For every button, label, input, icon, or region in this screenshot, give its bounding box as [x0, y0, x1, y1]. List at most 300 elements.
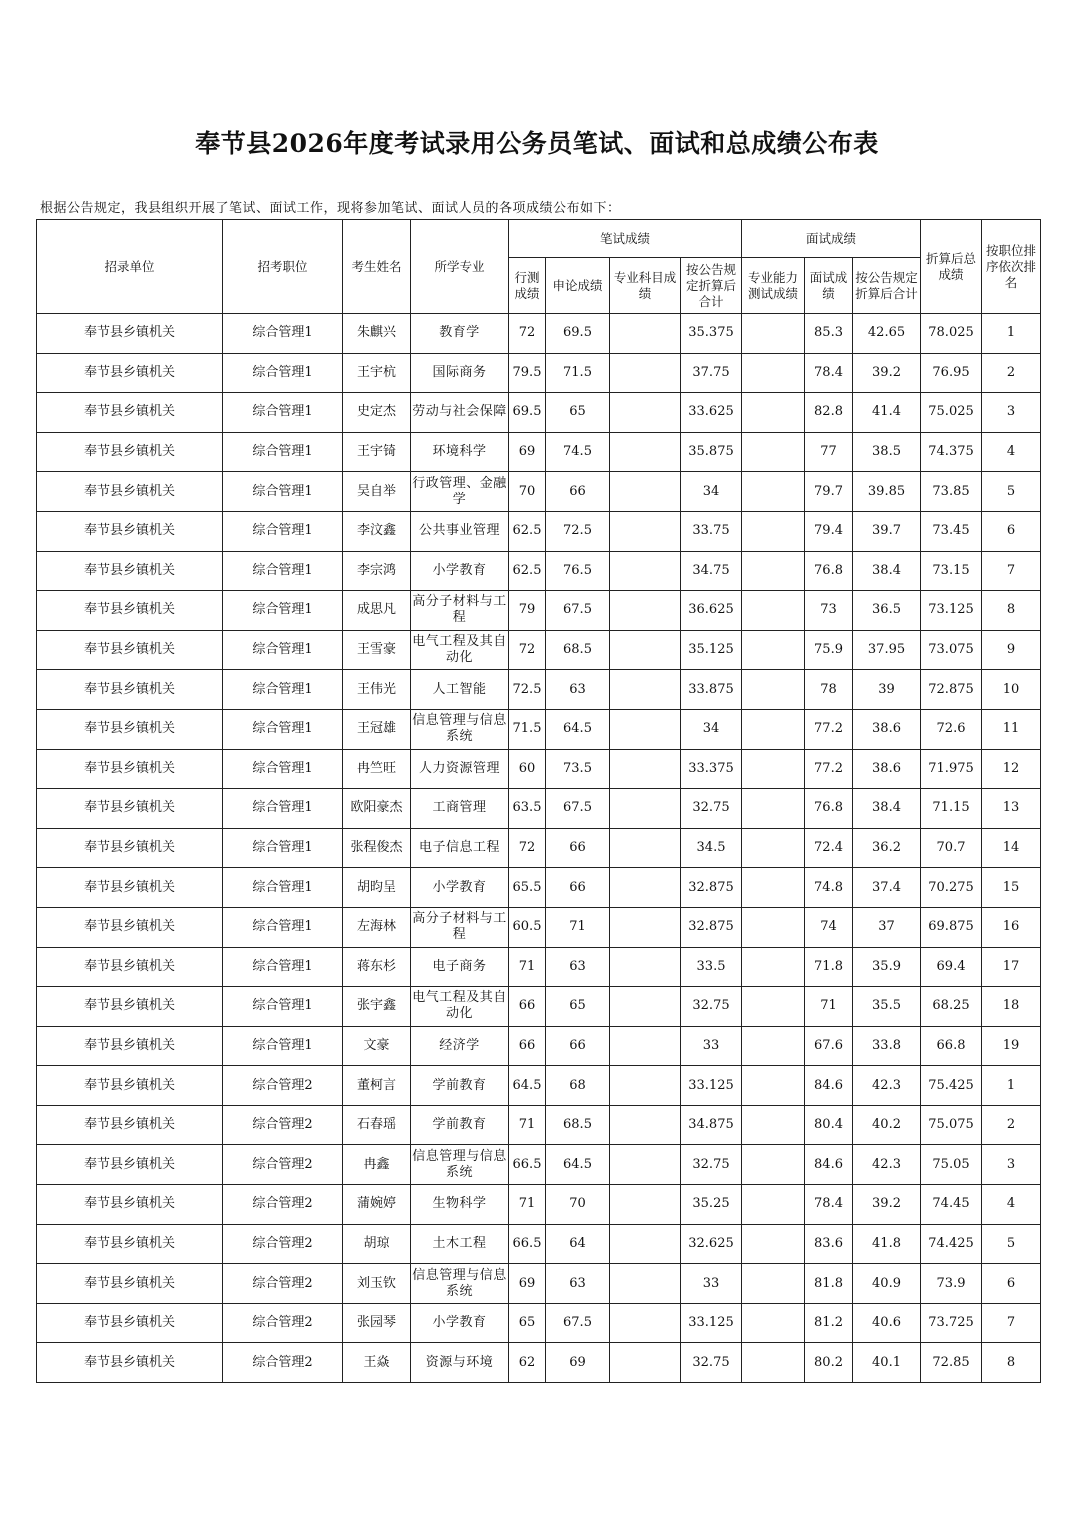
cell-xingce: 72	[509, 314, 546, 354]
cell-special	[610, 749, 681, 789]
cell-xingce: 71	[509, 1185, 546, 1225]
cell-interview: 72.4	[805, 828, 853, 868]
cell-rank: 19	[982, 1026, 1041, 1066]
cell-rank: 4	[982, 432, 1041, 472]
cell-written-total: 33.75	[681, 511, 742, 551]
cell-unit: 奉节县乡镇机关	[37, 1224, 223, 1264]
table-row	[37, 1224, 1041, 1264]
cell-total: 75.05	[921, 1145, 982, 1185]
header-name: 考生姓名	[343, 220, 411, 314]
cell-unit: 奉节县乡镇机关	[37, 314, 223, 354]
cell-interview: 74.8	[805, 868, 853, 908]
cell-name: 胡昀呈	[343, 868, 411, 908]
header-interview-score: 面试成绩	[805, 258, 853, 314]
cell-interview-total: 38.4	[853, 551, 921, 591]
cell-shenlun: 68.5	[546, 630, 610, 670]
cell-rank: 2	[982, 353, 1041, 393]
cell-ability	[742, 1145, 805, 1185]
cell-unit: 奉节县乡镇机关	[37, 1343, 223, 1383]
cell-name: 董柯言	[343, 1066, 411, 1106]
header-xingce: 行测成绩	[509, 258, 546, 314]
cell-ability	[742, 1303, 805, 1343]
cell-shenlun: 69	[546, 1343, 610, 1383]
cell-ability	[742, 1264, 805, 1304]
cell-name: 王伟光	[343, 670, 411, 710]
cell-name: 史定杰	[343, 393, 411, 433]
cell-ability	[742, 1066, 805, 1106]
table-row	[37, 947, 1041, 987]
cell-total: 74.375	[921, 432, 982, 472]
table-body	[37, 314, 1041, 1383]
cell-unit: 奉节县乡镇机关	[37, 709, 223, 749]
cell-xingce: 65.5	[509, 868, 546, 908]
cell-rank: 14	[982, 828, 1041, 868]
cell-rank: 1	[982, 1066, 1041, 1106]
cell-unit: 奉节县乡镇机关	[37, 1303, 223, 1343]
cell-position: 综合管理2	[223, 1145, 343, 1185]
cell-interview-total: 37.4	[853, 868, 921, 908]
cell-shenlun: 64	[546, 1224, 610, 1264]
cell-position: 综合管理1	[223, 551, 343, 591]
cell-total: 75.075	[921, 1105, 982, 1145]
cell-interview-total: 40.1	[853, 1343, 921, 1383]
cell-name: 李汶鑫	[343, 511, 411, 551]
cell-written-total: 33.625	[681, 393, 742, 433]
cell-special	[610, 1145, 681, 1185]
cell-ability	[742, 1026, 805, 1066]
header-written-group: 笔试成绩	[509, 220, 742, 258]
table-row	[37, 314, 1041, 354]
cell-position: 综合管理2	[223, 1066, 343, 1106]
cell-xingce: 62.5	[509, 511, 546, 551]
cell-name: 蒋东杉	[343, 947, 411, 987]
cell-ability	[742, 749, 805, 789]
cell-interview: 67.6	[805, 1026, 853, 1066]
header-written-converted: 按公告规定折算后合计	[681, 258, 742, 314]
table-row	[37, 1066, 1041, 1106]
cell-special	[610, 314, 681, 354]
cell-total: 72.875	[921, 670, 982, 710]
cell-xingce: 71	[509, 947, 546, 987]
cell-interview: 74	[805, 907, 853, 947]
cell-name: 文豪	[343, 1026, 411, 1066]
cell-xingce: 71	[509, 1105, 546, 1145]
cell-name: 刘玉钦	[343, 1264, 411, 1304]
cell-special	[610, 709, 681, 749]
cell-xingce: 62.5	[509, 551, 546, 591]
cell-written-total: 32.75	[681, 789, 742, 829]
cell-shenlun: 68.5	[546, 1105, 610, 1145]
cell-ability	[742, 591, 805, 631]
table-row	[37, 987, 1041, 1027]
cell-rank: 17	[982, 947, 1041, 987]
cell-ability	[742, 472, 805, 512]
cell-shenlun: 66	[546, 828, 610, 868]
cell-ability	[742, 432, 805, 472]
cell-total: 78.025	[921, 314, 982, 354]
cell-ability	[742, 709, 805, 749]
cell-unit: 奉节县乡镇机关	[37, 353, 223, 393]
cell-unit: 奉节县乡镇机关	[37, 1145, 223, 1185]
cell-major: 国际商务	[411, 353, 509, 393]
cell-interview-total: 39.2	[853, 1185, 921, 1225]
cell-written-total: 35.25	[681, 1185, 742, 1225]
cell-special	[610, 987, 681, 1027]
cell-total: 70.275	[921, 868, 982, 908]
cell-name: 李宗鸿	[343, 551, 411, 591]
table-row	[37, 828, 1041, 868]
cell-rank: 5	[982, 472, 1041, 512]
cell-unit: 奉节县乡镇机关	[37, 1185, 223, 1225]
cell-interview-total: 36.2	[853, 828, 921, 868]
table-row	[37, 1303, 1041, 1343]
cell-written-total: 33.875	[681, 670, 742, 710]
cell-major: 人力资源管理	[411, 749, 509, 789]
cell-written-total: 33.375	[681, 749, 742, 789]
cell-interview-total: 40.2	[853, 1105, 921, 1145]
table-row	[37, 511, 1041, 551]
cell-interview-total: 42.65	[853, 314, 921, 354]
cell-major: 土木工程	[411, 1224, 509, 1264]
cell-shenlun: 66	[546, 1026, 610, 1066]
cell-major: 信息管理与信息系统	[411, 709, 509, 749]
cell-position: 综合管理2	[223, 1303, 343, 1343]
cell-rank: 11	[982, 709, 1041, 749]
cell-interview: 73	[805, 591, 853, 631]
cell-rank: 13	[982, 789, 1041, 829]
cell-xingce: 70	[509, 472, 546, 512]
cell-shenlun: 68	[546, 1066, 610, 1106]
cell-interview-total: 42.3	[853, 1066, 921, 1106]
cell-rank: 16	[982, 907, 1041, 947]
cell-shenlun: 67.5	[546, 591, 610, 631]
cell-interview: 79.4	[805, 511, 853, 551]
cell-total: 73.9	[921, 1264, 982, 1304]
scores-table	[36, 219, 1041, 1383]
cell-total: 73.125	[921, 591, 982, 631]
table-row	[37, 551, 1041, 591]
cell-position: 综合管理1	[223, 314, 343, 354]
cell-special	[610, 1105, 681, 1145]
cell-written-total: 32.75	[681, 1343, 742, 1383]
cell-xingce: 60	[509, 749, 546, 789]
header-rank: 按职位排序依次排名	[982, 220, 1041, 314]
cell-special	[610, 789, 681, 829]
cell-written-total: 32.875	[681, 907, 742, 947]
header-ability: 专业能力测试成绩	[742, 258, 805, 314]
cell-xingce: 72	[509, 630, 546, 670]
cell-major: 环境科学	[411, 432, 509, 472]
cell-written-total: 32.625	[681, 1224, 742, 1264]
cell-position: 综合管理1	[223, 353, 343, 393]
cell-name: 王焱	[343, 1343, 411, 1383]
cell-ability	[742, 868, 805, 908]
cell-shenlun: 70	[546, 1185, 610, 1225]
cell-unit: 奉节县乡镇机关	[37, 868, 223, 908]
cell-interview-total: 39.85	[853, 472, 921, 512]
cell-rank: 10	[982, 670, 1041, 710]
cell-unit: 奉节县乡镇机关	[37, 551, 223, 591]
cell-written-total: 34.5	[681, 828, 742, 868]
cell-shenlun: 74.5	[546, 432, 610, 472]
cell-xingce: 66	[509, 987, 546, 1027]
cell-written-total: 33	[681, 1026, 742, 1066]
cell-interview-total: 37	[853, 907, 921, 947]
cell-ability	[742, 551, 805, 591]
cell-xingce: 71.5	[509, 709, 546, 749]
cell-rank: 8	[982, 591, 1041, 631]
cell-ability	[742, 947, 805, 987]
cell-position: 综合管理2	[223, 1343, 343, 1383]
cell-special	[610, 1185, 681, 1225]
cell-ability	[742, 1224, 805, 1264]
cell-xingce: 79.5	[509, 353, 546, 393]
cell-ability	[742, 1185, 805, 1225]
cell-name: 张宇鑫	[343, 987, 411, 1027]
table-row	[37, 868, 1041, 908]
cell-interview-total: 41.8	[853, 1224, 921, 1264]
cell-position: 综合管理1	[223, 947, 343, 987]
cell-special	[610, 393, 681, 433]
cell-interview: 76.8	[805, 789, 853, 829]
cell-shenlun: 69.5	[546, 314, 610, 354]
cell-rank: 6	[982, 511, 1041, 551]
cell-interview: 84.6	[805, 1145, 853, 1185]
cell-total: 71.975	[921, 749, 982, 789]
table-row	[37, 591, 1041, 631]
table-row	[37, 630, 1041, 670]
table-row	[37, 789, 1041, 829]
cell-interview-total: 36.5	[853, 591, 921, 631]
cell-interview: 83.6	[805, 1224, 853, 1264]
cell-ability	[742, 353, 805, 393]
cell-shenlun: 64.5	[546, 1145, 610, 1185]
cell-position: 综合管理2	[223, 1105, 343, 1145]
cell-total: 76.95	[921, 353, 982, 393]
cell-position: 综合管理1	[223, 393, 343, 433]
cell-name: 王冠雄	[343, 709, 411, 749]
cell-position: 综合管理1	[223, 1026, 343, 1066]
cell-xingce: 66.5	[509, 1145, 546, 1185]
cell-rank: 15	[982, 868, 1041, 908]
cell-interview: 78	[805, 670, 853, 710]
cell-rank: 12	[982, 749, 1041, 789]
cell-rank: 5	[982, 1224, 1041, 1264]
cell-major: 学前教育	[411, 1105, 509, 1145]
cell-xingce: 60.5	[509, 907, 546, 947]
cell-position: 综合管理1	[223, 670, 343, 710]
cell-written-total: 32.875	[681, 868, 742, 908]
cell-name: 欧阳豪杰	[343, 789, 411, 829]
cell-special	[610, 353, 681, 393]
cell-written-total: 34.875	[681, 1105, 742, 1145]
cell-interview: 71	[805, 987, 853, 1027]
cell-position: 综合管理1	[223, 432, 343, 472]
cell-special	[610, 828, 681, 868]
cell-unit: 奉节县乡镇机关	[37, 1026, 223, 1066]
cell-shenlun: 71	[546, 907, 610, 947]
cell-interview: 79.7	[805, 472, 853, 512]
cell-name: 左海林	[343, 907, 411, 947]
cell-unit: 奉节县乡镇机关	[37, 828, 223, 868]
cell-major: 电子商务	[411, 947, 509, 987]
cell-special	[610, 1303, 681, 1343]
cell-major: 信息管理与信息系统	[411, 1145, 509, 1185]
table-row	[37, 1264, 1041, 1304]
cell-special	[610, 670, 681, 710]
cell-written-total: 36.625	[681, 591, 742, 631]
cell-written-total: 33	[681, 1264, 742, 1304]
cell-unit: 奉节县乡镇机关	[37, 472, 223, 512]
cell-interview: 81.8	[805, 1264, 853, 1304]
cell-written-total: 33.125	[681, 1303, 742, 1343]
cell-total: 66.8	[921, 1026, 982, 1066]
cell-total: 73.45	[921, 511, 982, 551]
cell-major: 小学教育	[411, 1303, 509, 1343]
cell-rank: 7	[982, 1303, 1041, 1343]
header-shenlun: 申论成绩	[546, 258, 610, 314]
cell-unit: 奉节县乡镇机关	[37, 1105, 223, 1145]
cell-xingce: 79	[509, 591, 546, 631]
cell-interview-total: 33.8	[853, 1026, 921, 1066]
cell-total: 71.15	[921, 789, 982, 829]
cell-interview-total: 35.5	[853, 987, 921, 1027]
cell-interview-total: 38.5	[853, 432, 921, 472]
cell-position: 综合管理1	[223, 828, 343, 868]
cell-written-total: 32.75	[681, 987, 742, 1027]
cell-xingce: 63.5	[509, 789, 546, 829]
cell-rank: 2	[982, 1105, 1041, 1145]
cell-major: 信息管理与信息系统	[411, 1264, 509, 1304]
cell-special	[610, 432, 681, 472]
cell-interview-total: 40.9	[853, 1264, 921, 1304]
cell-major: 人工智能	[411, 670, 509, 710]
header-special: 专业科目成绩	[610, 258, 681, 314]
cell-written-total: 35.375	[681, 314, 742, 354]
cell-shenlun: 76.5	[546, 551, 610, 591]
cell-shenlun: 65	[546, 393, 610, 433]
cell-position: 综合管理1	[223, 868, 343, 908]
cell-total: 73.15	[921, 551, 982, 591]
header-unit: 招录单位	[37, 220, 223, 314]
cell-written-total: 35.875	[681, 432, 742, 472]
cell-unit: 奉节县乡镇机关	[37, 947, 223, 987]
cell-name: 胡琼	[343, 1224, 411, 1264]
cell-total: 72.85	[921, 1343, 982, 1383]
cell-xingce: 72.5	[509, 670, 546, 710]
cell-position: 综合管理1	[223, 749, 343, 789]
cell-interview-total: 41.4	[853, 393, 921, 433]
intro-text: 根据公告规定，我县组织开展了笔试、面试工作，现将参加笔试、面试人员的各项成绩公布如下：	[40, 201, 621, 216]
cell-name: 冉鑫	[343, 1145, 411, 1185]
cell-rank: 18	[982, 987, 1041, 1027]
table-row	[37, 353, 1041, 393]
cell-rank: 3	[982, 393, 1041, 433]
cell-total: 74.45	[921, 1185, 982, 1225]
cell-interview-total: 42.3	[853, 1145, 921, 1185]
table-header	[37, 220, 1041, 314]
cell-name: 蒲婉婷	[343, 1185, 411, 1225]
cell-name: 吴自举	[343, 472, 411, 512]
cell-special	[610, 1343, 681, 1383]
cell-major: 经济学	[411, 1026, 509, 1066]
cell-interview: 82.8	[805, 393, 853, 433]
table-row	[37, 1145, 1041, 1185]
cell-xingce: 69	[509, 1264, 546, 1304]
cell-major: 电气工程及其自动化	[411, 630, 509, 670]
table-row	[37, 472, 1041, 512]
cell-special	[610, 1066, 681, 1106]
cell-position: 综合管理2	[223, 1264, 343, 1304]
cell-interview: 77.2	[805, 709, 853, 749]
cell-name: 冉竺旺	[343, 749, 411, 789]
cell-xingce: 65	[509, 1303, 546, 1343]
cell-position: 综合管理1	[223, 591, 343, 631]
cell-shenlun: 71.5	[546, 353, 610, 393]
cell-interview-total: 38.6	[853, 749, 921, 789]
cell-special	[610, 947, 681, 987]
cell-total: 69.875	[921, 907, 982, 947]
cell-interview: 81.2	[805, 1303, 853, 1343]
cell-interview-total: 40.6	[853, 1303, 921, 1343]
cell-total: 73.85	[921, 472, 982, 512]
cell-unit: 奉节县乡镇机关	[37, 432, 223, 472]
page-title: 奉节县2026年度考试录用公务员笔试、面试和总成绩公布表	[195, 129, 879, 158]
table-row	[37, 670, 1041, 710]
cell-major: 小学教育	[411, 868, 509, 908]
cell-interview: 84.6	[805, 1066, 853, 1106]
cell-unit: 奉节县乡镇机关	[37, 670, 223, 710]
cell-position: 综合管理1	[223, 987, 343, 1027]
cell-shenlun: 63	[546, 670, 610, 710]
cell-xingce: 62	[509, 1343, 546, 1383]
cell-major: 教育学	[411, 314, 509, 354]
cell-special	[610, 868, 681, 908]
cell-major: 行政管理、金融学	[411, 472, 509, 512]
cell-xingce: 72	[509, 828, 546, 868]
cell-major: 高分子材料与工程	[411, 591, 509, 631]
cell-total: 72.6	[921, 709, 982, 749]
cell-rank: 6	[982, 1264, 1041, 1304]
cell-shenlun: 66	[546, 472, 610, 512]
cell-special	[610, 1224, 681, 1264]
cell-special	[610, 511, 681, 551]
header-total: 折算后总成绩	[921, 220, 982, 314]
header-major: 所学专业	[411, 220, 509, 314]
cell-name: 朱麒兴	[343, 314, 411, 354]
cell-position: 综合管理2	[223, 1224, 343, 1264]
cell-total: 70.7	[921, 828, 982, 868]
cell-total: 74.425	[921, 1224, 982, 1264]
cell-special	[610, 1026, 681, 1066]
cell-total: 75.025	[921, 393, 982, 433]
cell-ability	[742, 987, 805, 1027]
cell-interview-total: 38.4	[853, 789, 921, 829]
cell-major: 劳动与社会保障	[411, 393, 509, 433]
cell-xingce: 69	[509, 432, 546, 472]
cell-position: 综合管理1	[223, 789, 343, 829]
cell-special	[610, 907, 681, 947]
cell-shenlun: 64.5	[546, 709, 610, 749]
cell-unit: 奉节县乡镇机关	[37, 630, 223, 670]
cell-xingce: 69.5	[509, 393, 546, 433]
table-row	[37, 393, 1041, 433]
cell-shenlun: 65	[546, 987, 610, 1027]
cell-shenlun: 66	[546, 868, 610, 908]
cell-ability	[742, 789, 805, 829]
cell-interview: 85.3	[805, 314, 853, 354]
cell-written-total: 33.5	[681, 947, 742, 987]
